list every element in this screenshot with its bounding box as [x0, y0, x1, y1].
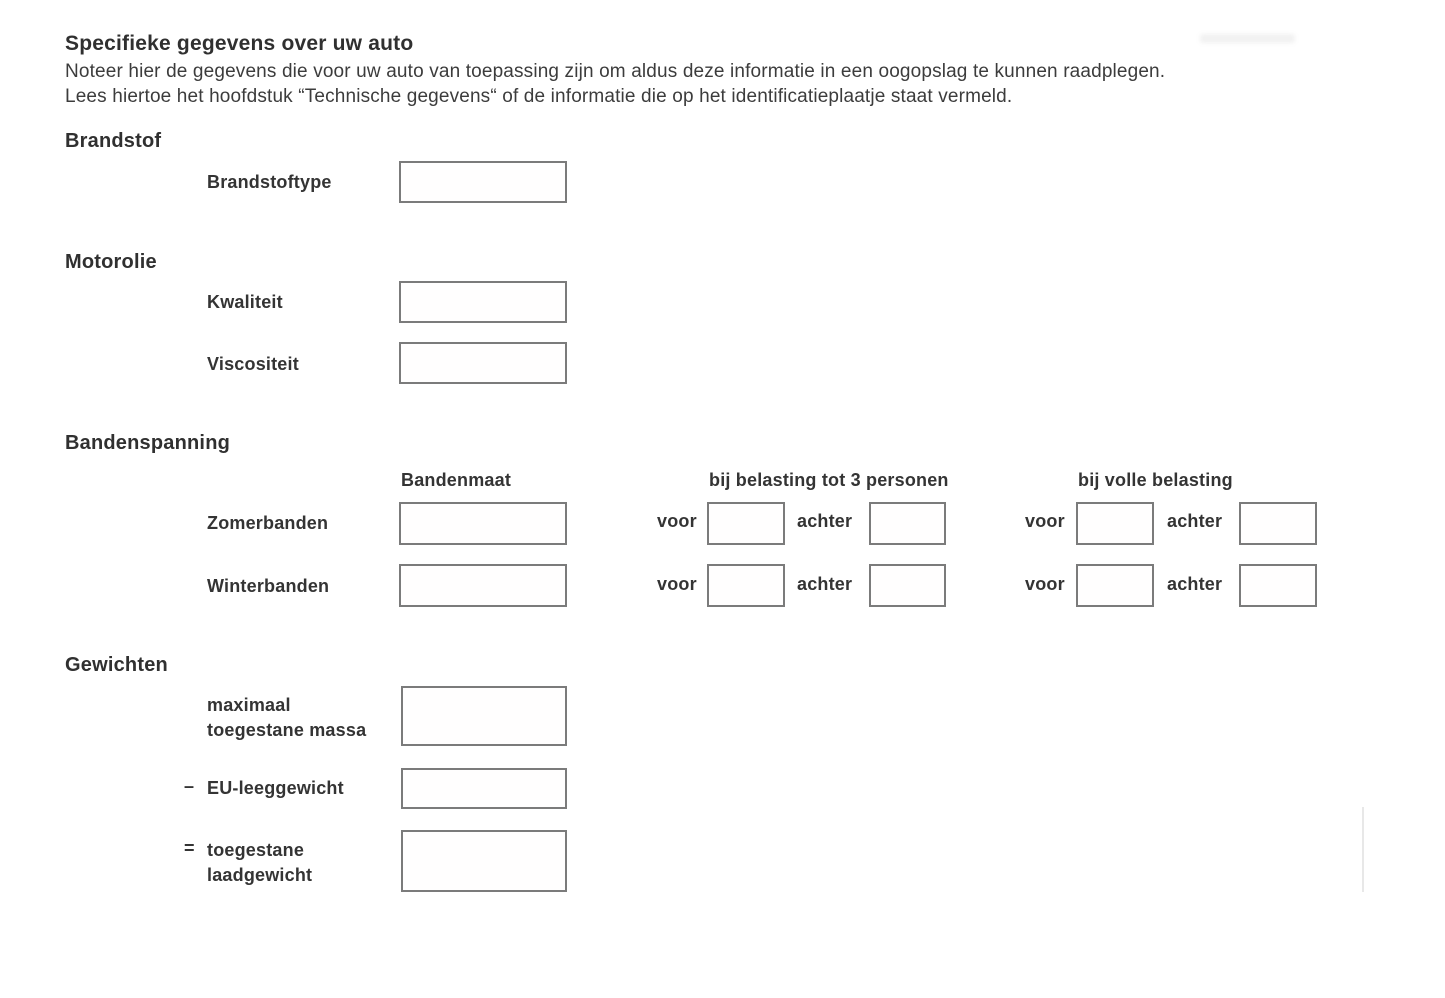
intro-line-1: Noteer hier de gegevens die voor uw auto van toepassing zijn om aldus deze informatie in een oogopslag te kunnen raadplegen. [65, 61, 1166, 82]
laadgewicht-label-line2: laadgewicht [207, 865, 313, 885]
brandstoftype-input[interactable] [399, 161, 567, 203]
eu-leeggewicht-prefix: – [184, 776, 195, 796]
eu-leeggewicht-input[interactable] [401, 768, 567, 809]
winterbanden-partial-voor-label: voor [657, 574, 697, 594]
page-title: Specifieke gegevens over uw auto [65, 32, 414, 55]
intro-line-2: Lees hiertoe het hoofdstuk “Technische gegevens“ of de informatie die op het identificatieplaatje staat vermeld. [65, 86, 1013, 107]
zomerbanden-full-achter-input[interactable] [1239, 502, 1317, 545]
zomerbanden-bandenmaat-input[interactable] [399, 502, 567, 545]
zomerbanden-partial-achter-label: achter [797, 511, 853, 531]
winterbanden-full-achter-label: achter [1167, 574, 1223, 594]
winterbanden-full-voor-label: voor [1025, 574, 1065, 594]
zomerbanden-full-voor-input[interactable] [1076, 502, 1154, 545]
viscositeit-input[interactable] [399, 342, 567, 384]
scan-artifact-line [1362, 807, 1364, 892]
section-heading-motorolie: Motorolie [65, 251, 157, 273]
zomerbanden-full-achter-label: achter [1167, 511, 1223, 531]
max-massa-label-line2: toegestane massa [207, 720, 367, 740]
winterbanden-bandenmaat-input[interactable] [399, 564, 567, 607]
max-massa-label-line1: maximaal [207, 695, 291, 715]
viscositeit-label: Viscositeit [207, 354, 299, 374]
brandstoftype-label: Brandstoftype [207, 172, 332, 192]
section-heading-gewichten: Gewichten [65, 654, 168, 676]
laadgewicht-prefix: = [184, 838, 195, 858]
column-header-bandenmaat: Bandenmaat [401, 470, 512, 490]
zomerbanden-partial-achter-input[interactable] [869, 502, 946, 545]
column-header-full-load: bij volle belasting [1078, 470, 1233, 490]
zomerbanden-full-voor-label: voor [1025, 511, 1065, 531]
kwaliteit-label: Kwaliteit [207, 292, 283, 312]
winterbanden-full-achter-input[interactable] [1239, 564, 1317, 607]
winterbanden-partial-achter-label: achter [797, 574, 853, 594]
laadgewicht-input[interactable] [401, 830, 567, 892]
zomerbanden-label: Zomerbanden [207, 513, 329, 533]
max-massa-input[interactable] [401, 686, 567, 746]
winterbanden-full-voor-input[interactable] [1076, 564, 1154, 607]
winterbanden-label: Winterbanden [207, 576, 330, 596]
winterbanden-partial-voor-input[interactable] [707, 564, 785, 607]
eu-leeggewicht-label: EU-leeggewicht [207, 778, 344, 798]
column-header-partial-load: bij belasting tot 3 personen [709, 470, 949, 490]
section-heading-brandstof: Brandstof [65, 130, 162, 152]
zomerbanden-partial-voor-input[interactable] [707, 502, 785, 545]
scan-artifact-smudge [1200, 34, 1295, 43]
laadgewicht-label-line1: toegestane [207, 840, 305, 860]
kwaliteit-input[interactable] [399, 281, 567, 323]
winterbanden-partial-achter-input[interactable] [869, 564, 946, 607]
section-heading-bandenspanning: Bandenspanning [65, 432, 231, 454]
zomerbanden-partial-voor-label: voor [657, 511, 697, 531]
